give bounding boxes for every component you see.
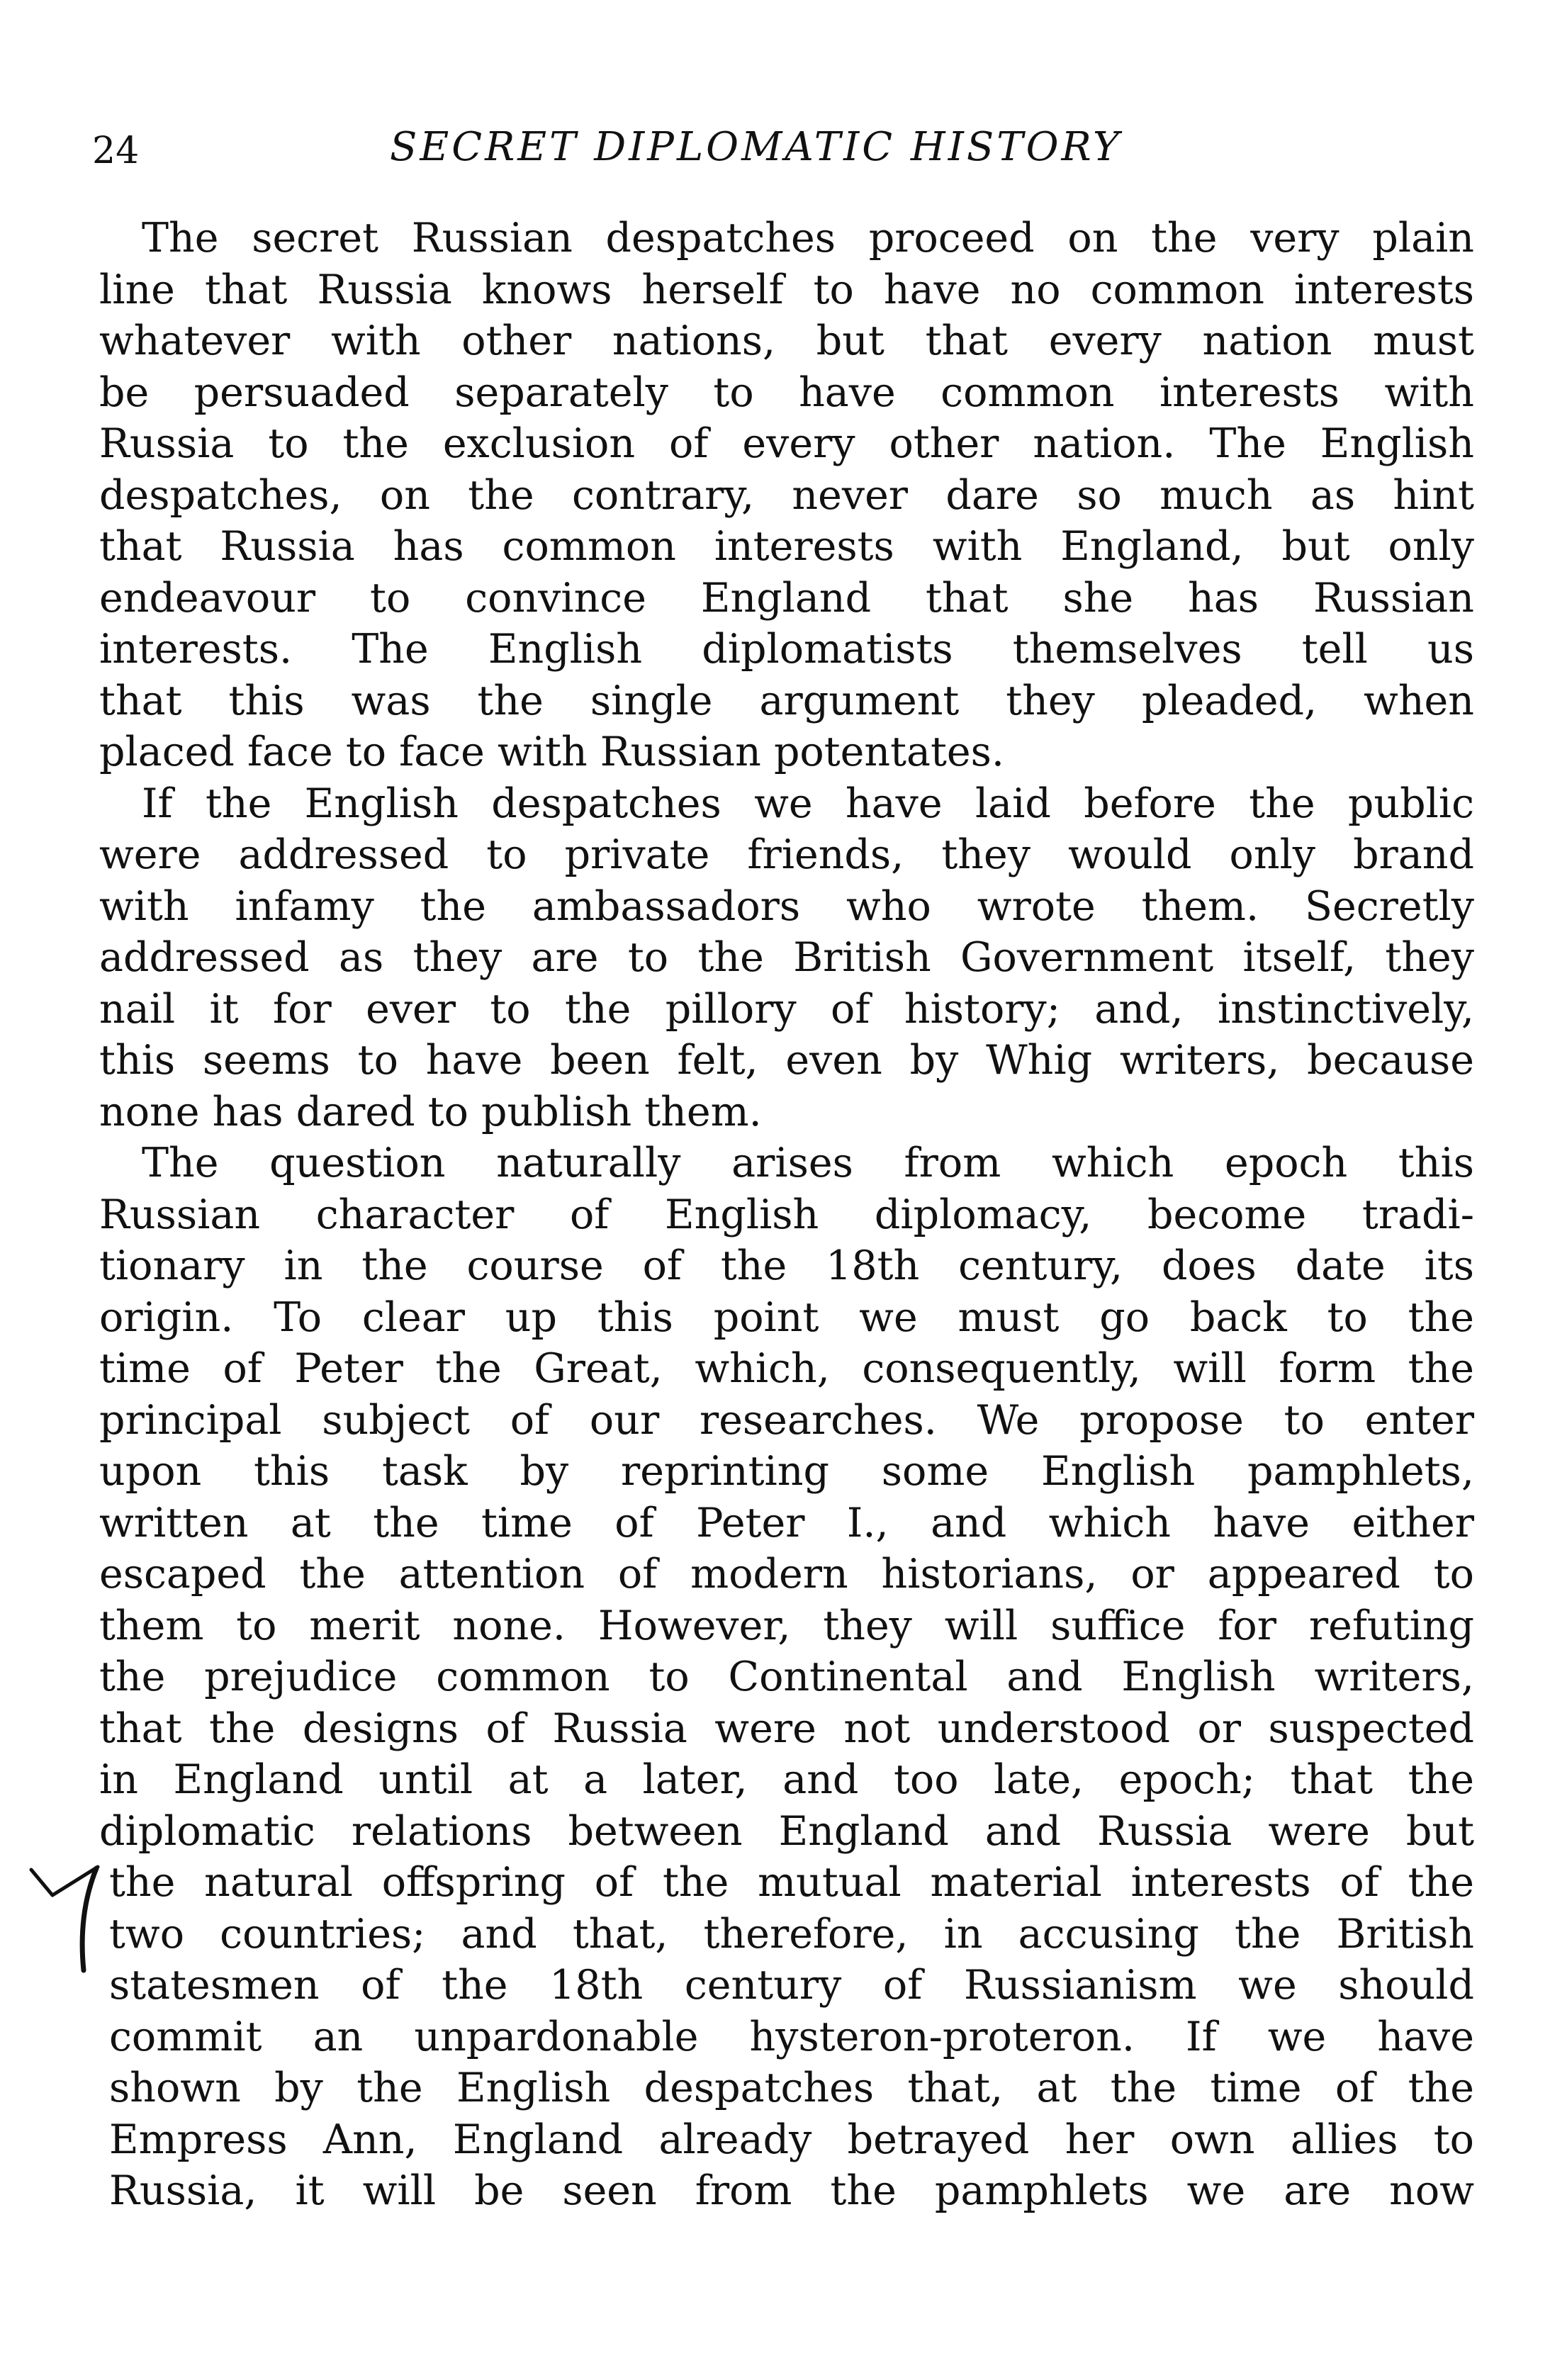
text-line: the prejudice common to Continental and English writers, (99, 1654, 1474, 1700)
text-line: two countries; and that, therefore, in accusing the British (109, 1910, 1474, 1958)
text-line: Russia to the exclusion of every other nation. The English (99, 420, 1474, 467)
text-line: that Russia has common interests with England, but only (99, 523, 1474, 570)
text-line: were addressed to private friends, they would only brand (99, 831, 1474, 878)
text-line: upon this task by reprinting some English pamphlets, (99, 1448, 1474, 1495)
text-line: addressed as they are to the British Government itself, they (99, 934, 1474, 981)
text-line: that the designs of Russia were not understood or suspected (99, 1705, 1474, 1752)
text-line: The question naturally arises from which epoch this (142, 1140, 1474, 1186)
text-line: The secret Russian despatches proceed on the very plain (142, 215, 1474, 262)
text-line: tionary in the course of the 18th century, does date its (99, 1242, 1474, 1289)
running-head (92, 124, 1474, 181)
text-line: them to merit none. However, they will suffice for refuting (99, 1602, 1474, 1649)
text-line: shown by the English despatches that, at the time of the (109, 2065, 1474, 2111)
page-number: 24 (92, 130, 140, 172)
text-line: in England until at a later, and too late, epoch; that the (99, 1756, 1474, 1803)
text-line: endeavour to convince England that she has Russian (99, 574, 1474, 622)
text-line: with infamy the ambassadors who wrote them. Secretly (99, 882, 1474, 930)
text-line: origin. To clear up this point we must go back to the (99, 1293, 1474, 1341)
text-line: the natural offspring of the mutual material interests of the (109, 1859, 1474, 1906)
text-line: nail it for ever to the pillory of history; and, instinctively, (99, 985, 1474, 1033)
text-line: Empress Ann, England already betrayed her own allies to (109, 2116, 1474, 2163)
text-line: this seems to have been felt, even by Whig writers, because (99, 1037, 1474, 1084)
text-line: commit an unpardonable hysteron-proteron. If we have (109, 2013, 1474, 2060)
text-line: despatches, on the contrary, never dare so much as hint (99, 471, 1474, 519)
text-line: Russian character of English diplomacy, become tradi- (99, 1191, 1474, 1238)
text-line: written at the time of Peter I., and which have either (99, 1499, 1474, 1547)
text-line: Russia, it will be seen from the pamphlets we are now (109, 2167, 1474, 2214)
handwritten-margin-mark-icon (28, 1864, 106, 1977)
text-line: diplomatic relations between England and Russia were but (99, 1807, 1474, 1855)
body-text (99, 213, 1474, 2217)
text-line: time of Peter the Great, which, consequently, will form the (99, 1345, 1474, 1392)
text-line: none has dared to publish them. (99, 1088, 762, 1135)
text-line: be persuaded separately to have common interests with (99, 369, 1474, 416)
text-line: principal subject of our researches. We propose to enter (99, 1396, 1474, 1444)
text-line: line that Russia knows herself to have no common interests (99, 266, 1474, 313)
text-line: If the English despatches we have laid before the public (142, 780, 1474, 827)
text-line: whatever with other nations, but that every nation must (99, 318, 1474, 364)
text-line: escaped the attention of modern historians, or appeared to (99, 1551, 1474, 1598)
text-line: statesmen of the 18th century of Russianism we should (109, 1962, 1474, 2009)
text-line: interests. The English diplomatists themselves tell us (99, 626, 1474, 673)
running-title: SECRET DIPLOMATIC HISTORY (390, 124, 1122, 170)
text-line: placed face to face with Russian potentates. (99, 729, 1004, 775)
text-line: that this was the single argument they pleaded, when (99, 677, 1474, 724)
